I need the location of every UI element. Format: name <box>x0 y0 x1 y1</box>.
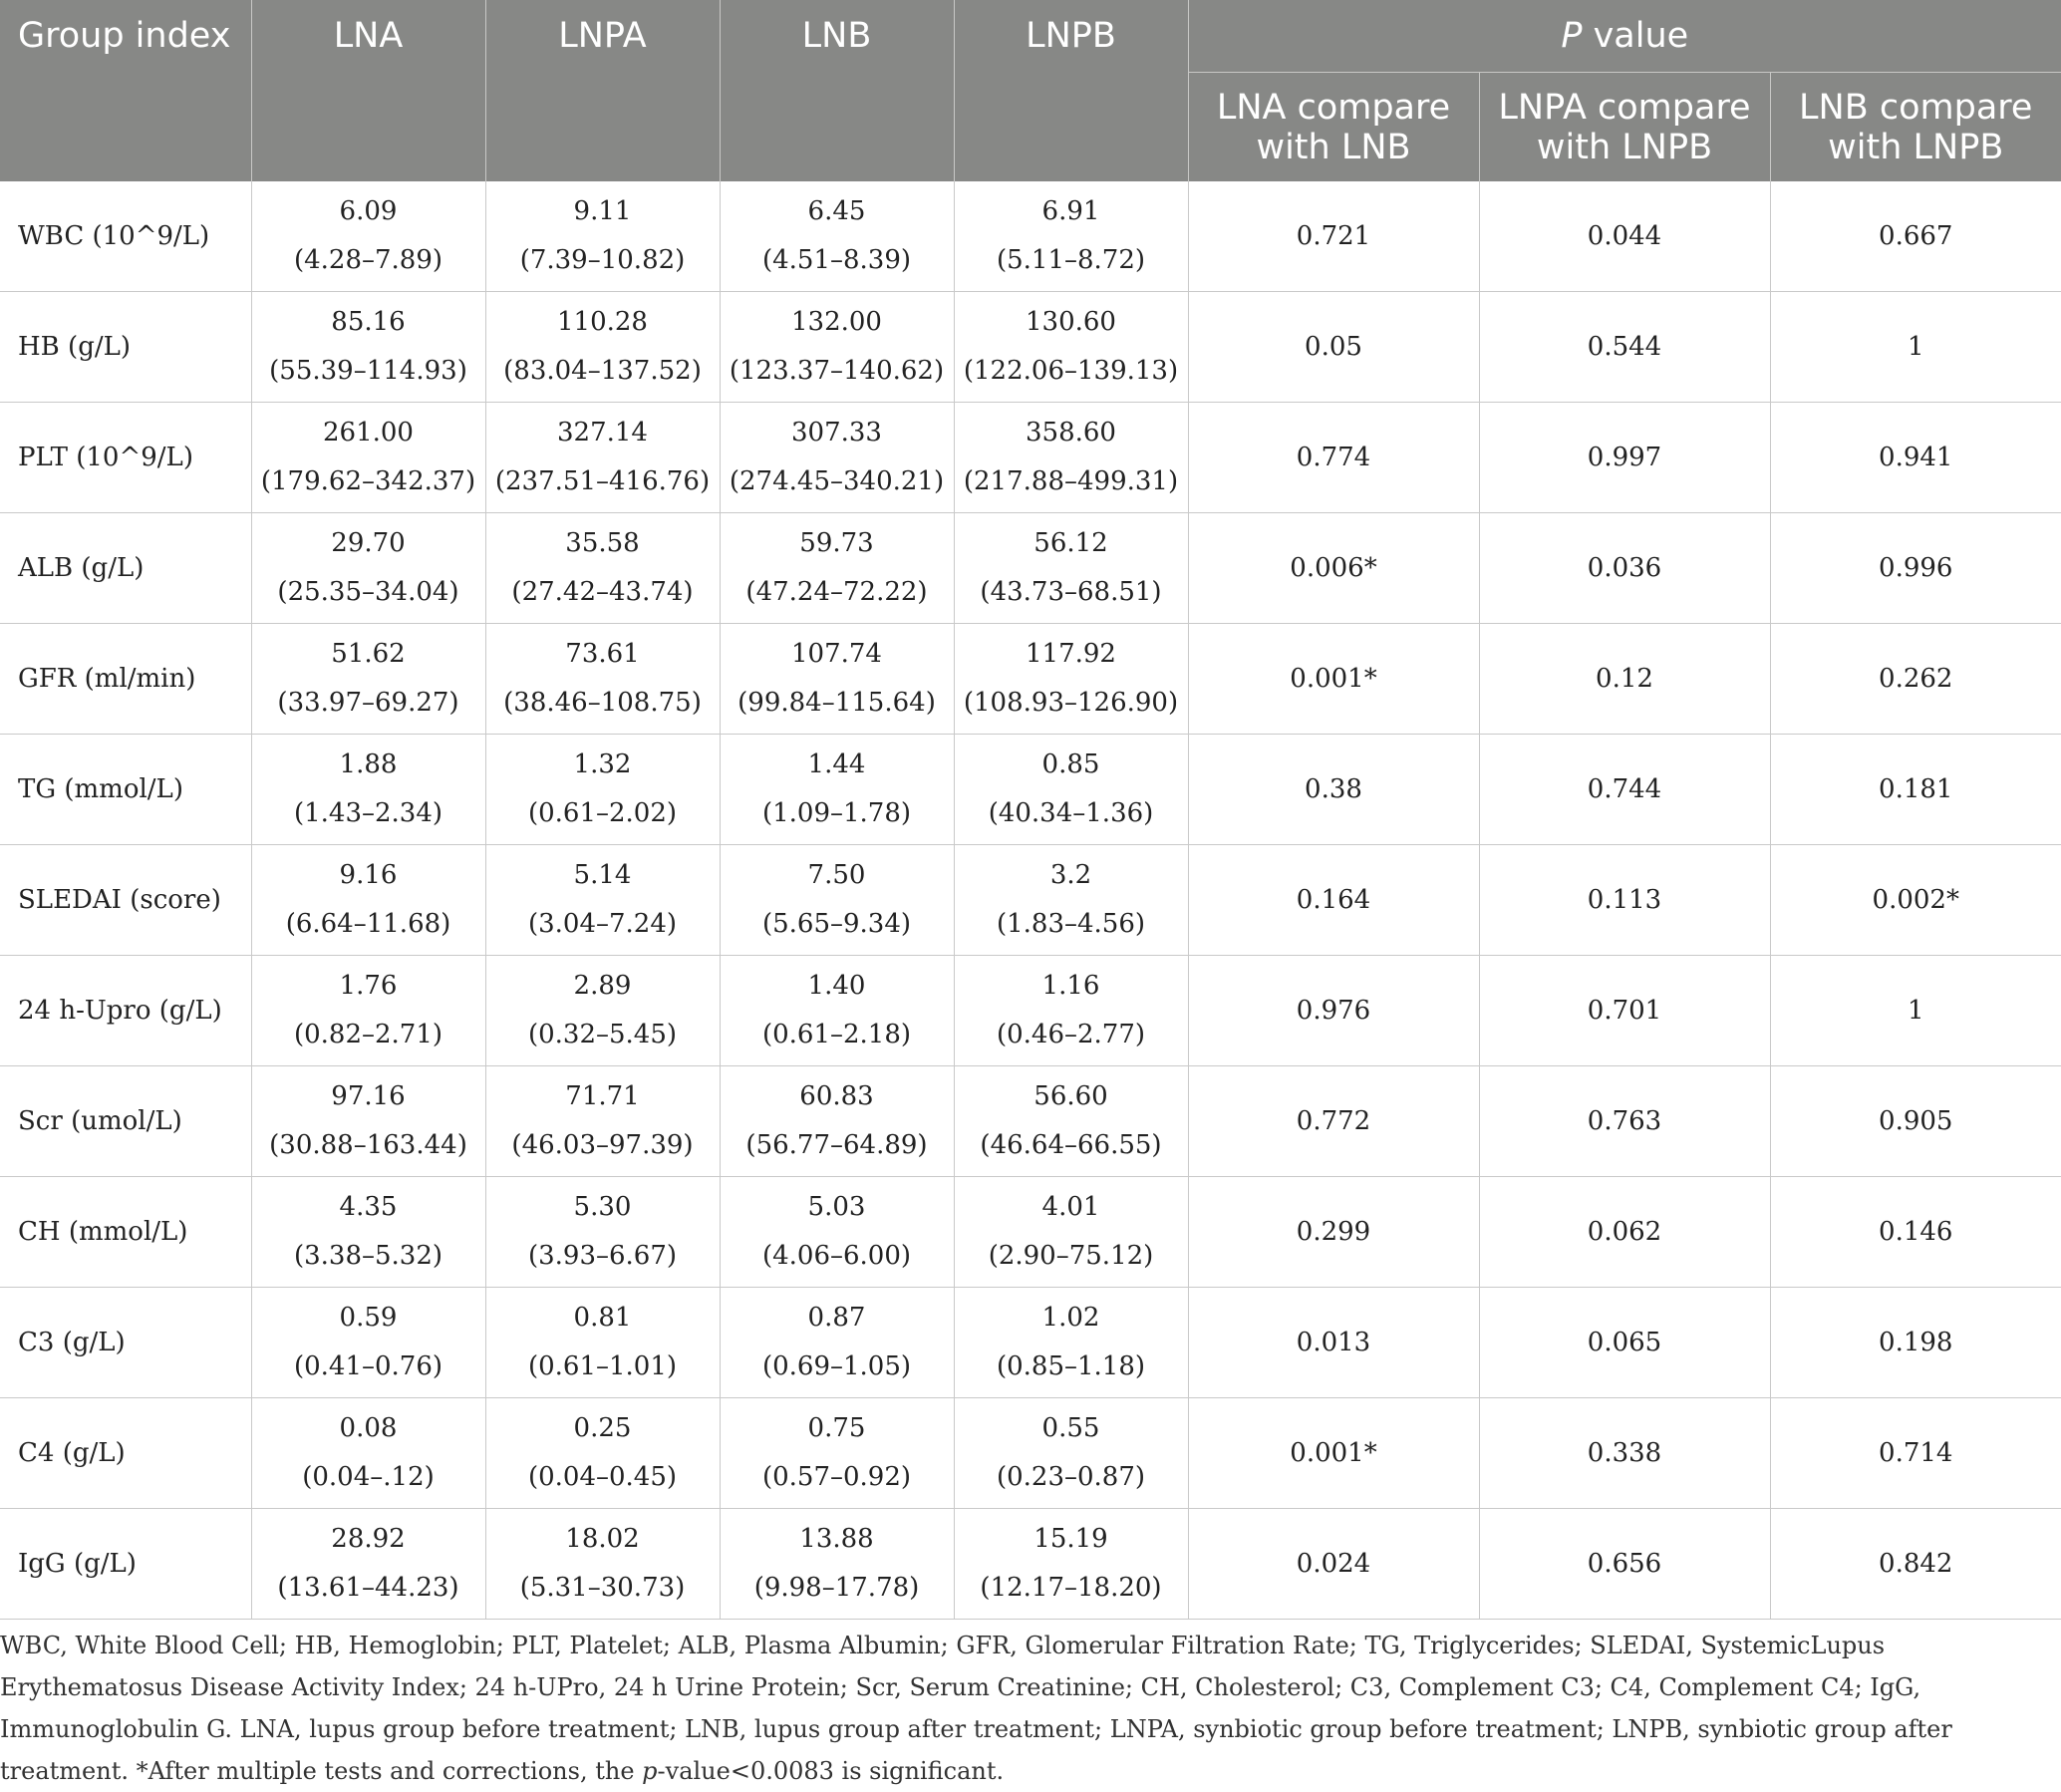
cell-lnb <box>720 1398 954 1509</box>
cell-p1-value: 0.774 <box>1188 403 1479 513</box>
cell-lna-value: 261.00 <box>323 418 414 448</box>
cell-lnpb-value: 0.55 <box>1041 1413 1100 1443</box>
cell-lna-range: (0.41–0.76) <box>293 1351 443 1381</box>
cell-lnpb-range: (0.23–0.87) <box>996 1462 1146 1492</box>
cell-lnb-value: 0.87 <box>807 1303 866 1333</box>
table-row <box>0 1177 2061 1288</box>
cell-lnpb-range: (12.17–18.20) <box>980 1573 1162 1603</box>
cell-lnpb-range: (217.88–499.31) <box>963 466 1179 496</box>
cell-lnpa-value: 73.61 <box>565 639 640 669</box>
cell-lnb-range: (123.37–140.62) <box>729 356 945 386</box>
cell-lnpa <box>485 1288 720 1398</box>
row-label: SLEDAI (score) <box>0 845 251 956</box>
cell-lnb-range: (99.84–115.64) <box>737 688 936 718</box>
cell-lnpb-value: 0.85 <box>1041 749 1100 779</box>
cell-lna-range: (1.43–2.34) <box>293 798 443 828</box>
cell-p1-value: 0.001* <box>1188 624 1479 735</box>
cell-lnpb-range: (5.11–8.72) <box>996 245 1146 275</box>
cell-lna-range: (0.04–.12) <box>302 1462 435 1492</box>
cell-lnpb-value: 15.19 <box>1033 1524 1108 1554</box>
cell-lna-value: 9.16 <box>339 860 398 890</box>
cell-lnpa-value: 110.28 <box>557 307 648 337</box>
cell-lna-value: 6.09 <box>339 196 398 226</box>
table-row <box>0 735 2061 845</box>
cell-p3-value: 0.146 <box>1770 1177 2061 1288</box>
cell-lnb <box>720 845 954 956</box>
header-lna-vs-lnb <box>1188 73 1479 182</box>
cell-lnb-value: 5.03 <box>807 1192 866 1222</box>
header-lnb: LNB <box>720 0 954 181</box>
cell-lna <box>251 403 485 513</box>
cell-lna-value: 1.88 <box>339 749 398 779</box>
cell-lnpa-value: 5.14 <box>573 860 632 890</box>
cell-p1-value: 0.001* <box>1188 1398 1479 1509</box>
cell-lnb <box>720 1288 954 1398</box>
row-label: HB (g/L) <box>0 292 251 403</box>
cell-lna-range: (55.39–114.93) <box>269 356 467 386</box>
cell-lnpa <box>485 513 720 624</box>
cell-p3-value: 0.842 <box>1770 1509 2061 1620</box>
cell-lnb-value: 1.44 <box>807 749 866 779</box>
cell-lnpb <box>954 845 1188 956</box>
cell-lnb-range: (4.51–8.39) <box>761 245 912 275</box>
cell-lnpa-value: 9.11 <box>573 196 632 226</box>
table-row <box>0 403 2061 513</box>
cell-lnpa-range: (38.46–108.75) <box>503 688 702 718</box>
cell-lnb-value: 7.50 <box>807 860 866 890</box>
cell-lnpa-range: (27.42–43.74) <box>511 577 694 607</box>
cell-p1-value: 0.721 <box>1188 181 1479 292</box>
cell-lnpb-value: 117.92 <box>1026 639 1116 669</box>
cell-lna-value: 0.59 <box>339 1303 398 1333</box>
cell-p1-value: 0.299 <box>1188 1177 1479 1288</box>
cell-lnb <box>720 1066 954 1177</box>
cell-p1-value: 0.164 <box>1188 845 1479 956</box>
table-row <box>0 624 2061 735</box>
row-label: PLT (10^9/L) <box>0 403 251 513</box>
cell-p2-value: 0.701 <box>1479 956 1770 1066</box>
cell-lna <box>251 181 485 292</box>
cell-lna <box>251 845 485 956</box>
cell-lna-range: (6.64–11.68) <box>285 909 451 939</box>
cell-p1-value: 0.013 <box>1188 1288 1479 1398</box>
cell-lna <box>251 1509 485 1620</box>
cell-lnpb-value: 4.01 <box>1041 1192 1100 1222</box>
cell-lnpb <box>954 1509 1188 1620</box>
cell-lnb-range: (1.09–1.78) <box>761 798 912 828</box>
cell-p3-value: 0.905 <box>1770 1066 2061 1177</box>
header-lnb-vs-lnpb-line2: with LNPB <box>1828 127 2004 167</box>
cell-p3-value: 0.181 <box>1770 735 2061 845</box>
cell-lnpb <box>954 956 1188 1066</box>
cell-lnpa <box>485 1509 720 1620</box>
cell-lna-value: 28.92 <box>331 1524 406 1554</box>
row-label: GFR (ml/min) <box>0 624 251 735</box>
cell-p3-value: 0.198 <box>1770 1288 2061 1398</box>
cell-lnb <box>720 181 954 292</box>
cell-lnpb-value: 3.2 <box>1049 860 1092 890</box>
cell-lna-value: 85.16 <box>331 307 406 337</box>
cell-p2-value: 0.044 <box>1479 181 1770 292</box>
cell-lna <box>251 292 485 403</box>
cell-lnpb-range: (43.73–68.51) <box>980 577 1162 607</box>
cell-lnpb <box>954 181 1188 292</box>
cell-lnpb-range: (122.06–139.13) <box>963 356 1179 386</box>
cell-lnpa-value: 71.71 <box>565 1081 640 1111</box>
cell-p1-value: 0.024 <box>1188 1509 1479 1620</box>
cell-lnb-range: (4.06–6.00) <box>761 1241 912 1271</box>
cell-lna <box>251 1288 485 1398</box>
cell-lnb-value: 60.83 <box>799 1081 874 1111</box>
table-row <box>0 1509 2061 1620</box>
cell-lna-range: (30.88–163.44) <box>269 1130 467 1160</box>
cell-lnpb-range: (40.34–1.36) <box>988 798 1154 828</box>
cell-lna-range: (3.38–5.32) <box>293 1241 443 1271</box>
cell-lnb <box>720 292 954 403</box>
cell-lnpb <box>954 1177 1188 1288</box>
cell-lnpb <box>954 1398 1188 1509</box>
cell-lna <box>251 513 485 624</box>
cell-lnpb <box>954 292 1188 403</box>
cell-lna <box>251 1398 485 1509</box>
row-label: C3 (g/L) <box>0 1288 251 1398</box>
cell-p3-value: 0.002* <box>1770 845 2061 956</box>
table-row <box>0 1398 2061 1509</box>
cell-lnpa-value: 5.30 <box>573 1192 632 1222</box>
row-label: CH (mmol/L) <box>0 1177 251 1288</box>
cell-lnb <box>720 1509 954 1620</box>
row-label: Scr (umol/L) <box>0 1066 251 1177</box>
cell-lnpa-range: (3.04–7.24) <box>527 909 678 939</box>
cell-lnb <box>720 624 954 735</box>
cell-lna-range: (179.62–342.37) <box>260 466 476 496</box>
cell-lnpa-range: (0.32–5.45) <box>527 1020 678 1049</box>
cell-lnpa <box>485 1177 720 1288</box>
cell-lnpa-range: (237.51–416.76) <box>494 466 711 496</box>
cell-lna-range: (13.61–44.23) <box>277 1573 459 1603</box>
cell-lnpa-value: 1.32 <box>573 749 632 779</box>
header-lnpb: LNPB <box>954 0 1188 181</box>
cell-p1-value: 0.006* <box>1188 513 1479 624</box>
cell-lna-value: 1.76 <box>339 971 398 1001</box>
cell-lna-value: 97.16 <box>331 1081 406 1111</box>
header-p-value-rest: value <box>1582 16 1689 56</box>
cell-lnpb <box>954 1066 1188 1177</box>
cell-lnb-value: 13.88 <box>799 1524 874 1554</box>
cell-lnpb-value: 1.02 <box>1041 1303 1100 1333</box>
cell-lna-range: (4.28–7.89) <box>293 245 443 275</box>
cell-lnpb-value: 56.60 <box>1033 1081 1108 1111</box>
cell-p1-value: 0.772 <box>1188 1066 1479 1177</box>
cell-p2-value: 0.997 <box>1479 403 1770 513</box>
cell-lnpa-value: 327.14 <box>557 418 648 448</box>
header-p-value-italic: P <box>1561 16 1583 56</box>
cell-lnpa-range: (3.93–6.67) <box>527 1241 678 1271</box>
cell-lnpa-range: (83.04–137.52) <box>503 356 702 386</box>
footnote-text: WBC, White Blood Cell; HB, Hemoglobin; PLT, Platelet; ALB, Plasma Albumin; GFR, Glomerular Filtration Rate; TG, Triglycerides; SLEDAI, SystemicLupus Erythematosus Disease Activity Index; 24 h-UPro, 24 h Urine Protein; Scr, Serum Creatinine; CH, Cholesterol; C3, Complement C3; C4, Complement C4; IgG, Immunoglobulin G. LNA, lupus group before treatment; LNB, lupus group after treatment; LNPA, synbiotic group before treatment; LNPB, synbiotic group after treatment. *After multiple tests and corrections, the <box>0 1632 1952 1785</box>
cell-lnpa <box>485 1066 720 1177</box>
cell-lna-value: 4.35 <box>339 1192 398 1222</box>
cell-p3-value: 0.714 <box>1770 1398 2061 1509</box>
header-lna-vs-lnb-line2: with LNB <box>1256 127 1411 167</box>
header-lnpa: LNPA <box>485 0 720 181</box>
cell-lnpa-range: (0.61–2.02) <box>527 798 678 828</box>
cell-p2-value: 0.544 <box>1479 292 1770 403</box>
table-row <box>0 845 2061 956</box>
cell-p3-value: 0.941 <box>1770 403 2061 513</box>
cell-p2-value: 0.036 <box>1479 513 1770 624</box>
cell-lnpa <box>485 735 720 845</box>
cell-lnpb-value: 6.91 <box>1041 196 1100 226</box>
table-body <box>0 181 2061 1620</box>
cell-p2-value: 0.656 <box>1479 1509 1770 1620</box>
row-label: 24 h-Upro (g/L) <box>0 956 251 1066</box>
cell-lna <box>251 956 485 1066</box>
cell-p3-value: 0.996 <box>1770 513 2061 624</box>
cell-lnb <box>720 513 954 624</box>
cell-lnpb-value: 56.12 <box>1033 528 1108 558</box>
cell-lna <box>251 624 485 735</box>
cell-lnpa-value: 18.02 <box>565 1524 640 1554</box>
table-row <box>0 956 2061 1066</box>
cell-lnpa-value: 2.89 <box>573 971 632 1001</box>
cell-lnb-range: (9.98–17.78) <box>753 1573 920 1603</box>
header-lnpa-vs-lnpb-line2: with LNPB <box>1536 127 1713 167</box>
cell-lnb-value: 59.73 <box>799 528 874 558</box>
header-group-index: Group index <box>0 0 251 181</box>
table-row <box>0 1066 2061 1177</box>
cell-lna-value: 0.08 <box>339 1413 398 1443</box>
header-lnpa-vs-lnpb-line1: LNPA compare <box>1498 87 1751 128</box>
cell-lnpb-range: (108.93–126.90) <box>963 688 1179 718</box>
cell-lnb-value: 107.74 <box>791 639 882 669</box>
cell-p1-value: 0.38 <box>1188 735 1479 845</box>
cell-lnpa <box>485 403 720 513</box>
cell-p3-value: 1 <box>1770 292 2061 403</box>
header-lna-vs-lnb-line1: LNA compare <box>1216 87 1451 128</box>
cell-lnpa <box>485 292 720 403</box>
cell-lna-range: (25.35–34.04) <box>277 577 459 607</box>
cell-lnb-value: 0.75 <box>807 1413 866 1443</box>
cell-lnpb-value: 358.60 <box>1026 418 1116 448</box>
row-label: WBC (10^9/L) <box>0 181 251 292</box>
cell-lnpb <box>954 1288 1188 1398</box>
cell-lnpa-value: 35.58 <box>565 528 640 558</box>
cell-lnb-range: (47.24–72.22) <box>745 577 928 607</box>
table-row <box>0 1288 2061 1398</box>
cell-p1-value: 0.05 <box>1188 292 1479 403</box>
cell-lnb <box>720 403 954 513</box>
header-lna: LNA <box>251 0 485 181</box>
cell-lnb <box>720 735 954 845</box>
header-p-value <box>1188 0 2061 73</box>
cell-p2-value: 0.338 <box>1479 1398 1770 1509</box>
cell-lnb-value: 6.45 <box>807 196 866 226</box>
cell-lnpb-range: (1.83–4.56) <box>996 909 1146 939</box>
cell-p1-value: 0.976 <box>1188 956 1479 1066</box>
cell-lnpb-range: (46.64–66.55) <box>980 1130 1162 1160</box>
cell-lna <box>251 735 485 845</box>
cell-lnpa-range: (5.31–30.73) <box>519 1573 686 1603</box>
cell-lnpa <box>485 956 720 1066</box>
row-label: ALB (g/L) <box>0 513 251 624</box>
cell-lnpb-value: 1.16 <box>1041 971 1100 1001</box>
cell-lna <box>251 1066 485 1177</box>
cell-lnb <box>720 956 954 1066</box>
cell-lna-range: (0.82–2.71) <box>293 1020 443 1049</box>
cell-p3-value: 1 <box>1770 956 2061 1066</box>
cell-lnpa-range: (46.03–97.39) <box>511 1130 694 1160</box>
footnote-text-end: -value<0.0083 is significant. <box>657 1757 1005 1785</box>
cell-p2-value: 0.763 <box>1479 1066 1770 1177</box>
cell-p2-value: 0.12 <box>1479 624 1770 735</box>
cell-lnpa-range: (0.04–0.45) <box>527 1462 678 1492</box>
table-header <box>0 0 2061 181</box>
cell-lnb-range: (274.45–340.21) <box>729 466 945 496</box>
cell-lnpa <box>485 845 720 956</box>
cell-p2-value: 0.744 <box>1479 735 1770 845</box>
cell-p3-value: 0.667 <box>1770 181 2061 292</box>
cell-p2-value: 0.065 <box>1479 1288 1770 1398</box>
header-lnpa-vs-lnpb <box>1479 73 1770 182</box>
cell-lnpb <box>954 513 1188 624</box>
cell-p2-value: 0.113 <box>1479 845 1770 956</box>
header-lnb-vs-lnpb <box>1770 73 2061 182</box>
cell-lnb-value: 1.40 <box>807 971 866 1001</box>
cell-lnpb <box>954 403 1188 513</box>
row-label: TG (mmol/L) <box>0 735 251 845</box>
cell-lnb-range: (5.65–9.34) <box>761 909 912 939</box>
table-row <box>0 292 2061 403</box>
cell-lnpb-value: 130.60 <box>1026 307 1116 337</box>
cell-lnpa <box>485 624 720 735</box>
cell-lnpa-value: 0.25 <box>573 1413 632 1443</box>
cell-lnpb-range: (0.46–2.77) <box>996 1020 1146 1049</box>
cell-lnpa-range: (7.39–10.82) <box>519 245 686 275</box>
cell-lnpa-range: (0.61–1.01) <box>527 1351 678 1381</box>
cell-lnpb-range: (0.85–1.18) <box>996 1351 1146 1381</box>
cell-lnpb <box>954 735 1188 845</box>
cell-lna <box>251 1177 485 1288</box>
row-label: IgG (g/L) <box>0 1509 251 1620</box>
cell-lnpa <box>485 1398 720 1509</box>
cell-lna-value: 29.70 <box>331 528 406 558</box>
cell-lnb-range: (0.69–1.05) <box>761 1351 912 1381</box>
table-row <box>0 513 2061 624</box>
row-label: C4 (g/L) <box>0 1398 251 1509</box>
cell-lnpa <box>485 181 720 292</box>
cell-lnb-value: 307.33 <box>791 418 882 448</box>
header-lnb-vs-lnpb-line1: LNB compare <box>1799 87 2033 128</box>
table-footnote <box>0 1625 2053 1792</box>
cell-lnb-range: (56.77–64.89) <box>745 1130 928 1160</box>
cell-lnpb <box>954 624 1188 735</box>
cell-lnb-range: (0.61–2.18) <box>761 1020 912 1049</box>
cell-lnpb-range: (2.90–75.12) <box>988 1241 1154 1271</box>
cell-p2-value: 0.062 <box>1479 1177 1770 1288</box>
table-row <box>0 181 2061 292</box>
cell-lna-value: 51.62 <box>331 639 406 669</box>
cell-lnpa-value: 0.81 <box>573 1303 632 1333</box>
cell-lnb-value: 132.00 <box>791 307 882 337</box>
cell-p3-value: 0.262 <box>1770 624 2061 735</box>
cell-lna-range: (33.97–69.27) <box>277 688 459 718</box>
cell-lnb-range: (0.57–0.92) <box>761 1462 912 1492</box>
cell-lnb <box>720 1177 954 1288</box>
footnote-italic-p: p <box>642 1757 658 1785</box>
